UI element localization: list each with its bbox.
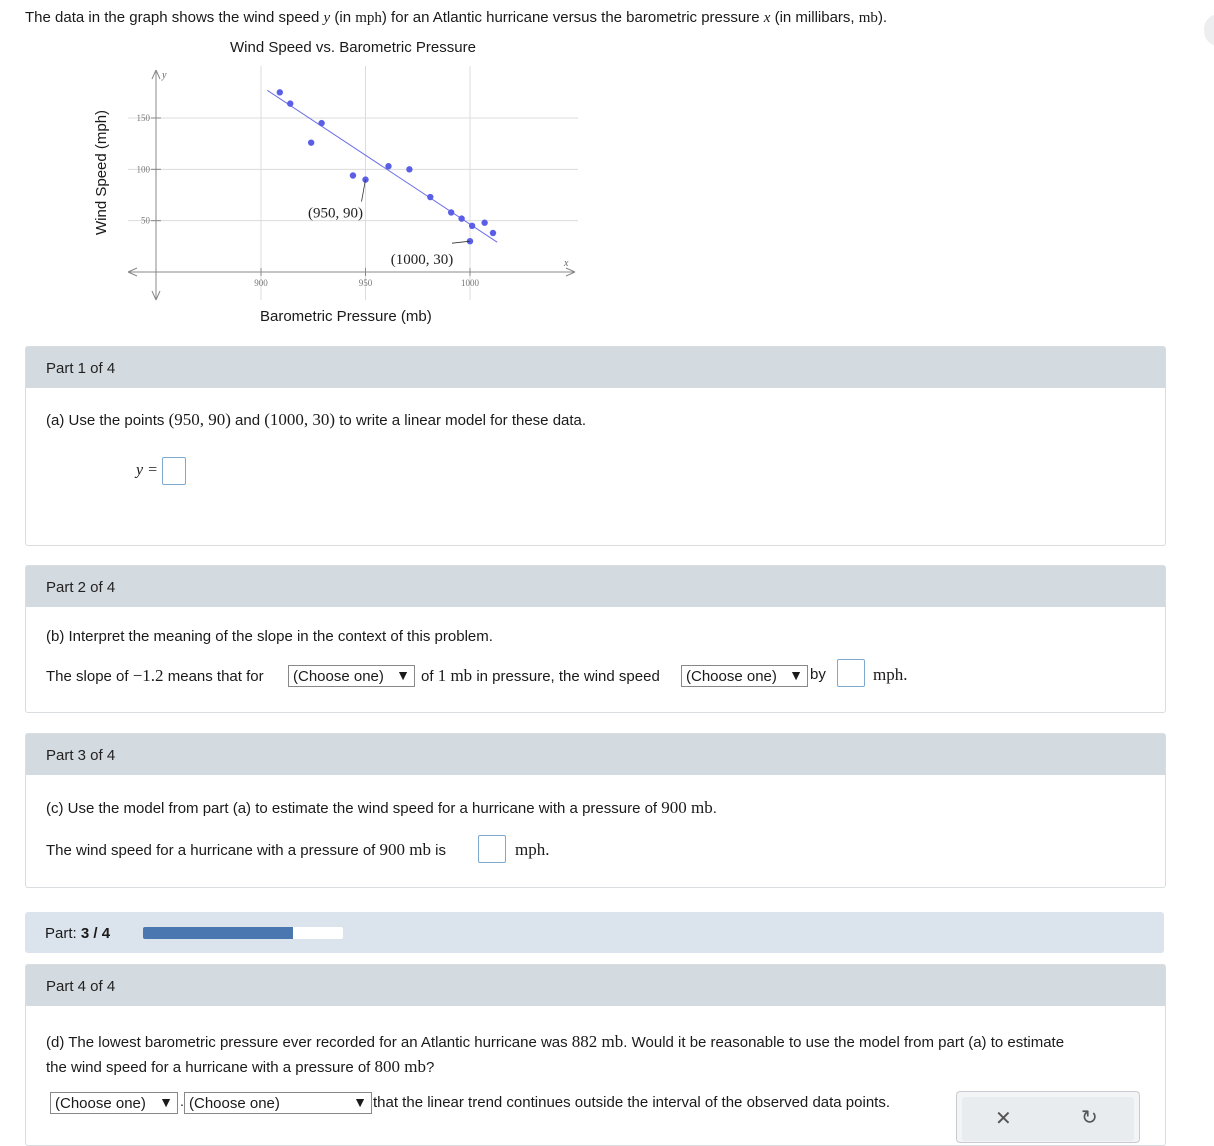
- one-mb: 1 mb: [437, 666, 473, 685]
- pressure-900: 900 mb: [661, 798, 713, 817]
- chart-x-label: Barometric Pressure (mb): [260, 308, 432, 325]
- q-text: (d) The lowest barometric pressure ever recorded for an Atlantic hurricane was: [46, 1034, 572, 1051]
- part1-header-label: Part 1 of 4: [46, 360, 116, 377]
- progress-value: 3 / 4: [80, 925, 111, 942]
- annotation-label: (1000, 30): [390, 252, 454, 269]
- data-point: [277, 89, 283, 95]
- data-point: [308, 139, 314, 145]
- pressure-900: 900 mb: [379, 840, 431, 859]
- data-point: [448, 209, 454, 215]
- chart-axes: [128, 70, 575, 300]
- reason-select[interactable]: [184, 1092, 372, 1114]
- data-point: [427, 194, 433, 200]
- part1-header: [26, 347, 1165, 388]
- annotations: [308, 180, 470, 269]
- progress-label: [45, 925, 110, 942]
- q-text: the wind speed for a hurricane with a pressure of: [46, 1059, 375, 1076]
- data-point: [406, 166, 412, 172]
- scatter-chart: [0, 0, 620, 340]
- y-tick-label: 100: [136, 164, 150, 175]
- progress-panel: [25, 912, 1164, 953]
- x-tick-label: 900: [254, 278, 268, 288]
- data-point: [481, 220, 487, 226]
- part3-header: [26, 734, 1165, 775]
- s-text: is: [431, 842, 446, 859]
- linear-model-input[interactable]: [162, 457, 186, 485]
- q-text: and: [230, 412, 265, 429]
- progress-label-text: Part:: [45, 925, 81, 942]
- var-y: y: [323, 10, 331, 26]
- action-toolbar-inner: [962, 1097, 1134, 1141]
- chart-y-label: Wind Speed (mph): [93, 109, 110, 235]
- part3-question: [46, 798, 717, 818]
- part4-header-label: Part 4 of 4: [46, 978, 116, 995]
- part2-panel: [25, 565, 1166, 713]
- dropdown-arrow-icon: ▼: [396, 667, 410, 683]
- x-tick-label: 950: [358, 278, 373, 288]
- close-icon[interactable]: ✕: [995, 1108, 1012, 1130]
- part2-unit: mph.: [873, 665, 908, 684]
- annotation-label: (950, 90): [308, 205, 363, 222]
- progress-fill: [143, 927, 293, 939]
- part3-unit: mph.: [515, 840, 550, 859]
- q-text: . Would it be reasonable to use the model from part (a) to estimate: [623, 1034, 1065, 1051]
- separator-dot: .: [180, 1093, 184, 1109]
- side-toggle[interactable]: [1204, 14, 1214, 46]
- intro-part: The data in the graph shows the wind speed: [25, 9, 324, 26]
- part4-sentence-end: that the linear trend continues outside the interval of the observed data points.: [373, 1094, 891, 1111]
- slope-direction-select[interactable]: [288, 665, 415, 687]
- slope-amount-input[interactable]: [837, 659, 865, 687]
- part1-question: [46, 410, 586, 430]
- q-text: .: [712, 800, 717, 817]
- pressure-882: 882 mb: [571, 1032, 624, 1051]
- part4-question: [46, 1030, 1156, 1080]
- data-point: [385, 163, 391, 169]
- intro-part: ) for an Atlantic hurricane versus the barometric pressure: [381, 9, 764, 26]
- y-axis-var: y: [162, 70, 167, 81]
- s-text: of: [421, 668, 438, 685]
- chart-title: Wind Speed vs. Barometric Pressure: [230, 39, 476, 56]
- wind-estimate-input[interactable]: [478, 835, 506, 863]
- part2-sentence-start: [46, 666, 264, 686]
- data-point: [318, 120, 324, 126]
- intro-part: ).: [877, 9, 888, 26]
- data-point: [458, 215, 464, 221]
- annotation-leader: [362, 180, 366, 202]
- progress-track: [143, 927, 343, 939]
- s-text: means that for: [163, 668, 264, 685]
- pressure-800: 800 mb: [374, 1057, 426, 1076]
- part4-panel: [25, 964, 1166, 1146]
- part1-panel: [25, 346, 1166, 546]
- action-toolbar: [956, 1091, 1140, 1143]
- select-label: (Choose one): [686, 668, 777, 685]
- data-point: [350, 172, 356, 178]
- intro-part: (in: [330, 9, 356, 26]
- select-label: (Choose one): [55, 1095, 146, 1112]
- slope-value: −1.2: [132, 666, 164, 685]
- select-label: (Choose one): [189, 1095, 280, 1112]
- y-tick-label: 150: [136, 113, 150, 123]
- intro-part: (in millibars,: [770, 9, 859, 26]
- dropdown-arrow-icon: ▼: [159, 1094, 173, 1110]
- eq-lhs: y =: [136, 461, 158, 479]
- data-point: [490, 230, 496, 236]
- s-text: The slope of: [46, 668, 133, 685]
- q-text: (c) Use the model from part (a) to estimate the wind speed for a hurricane with a pressure of: [46, 800, 662, 817]
- part2-header: [26, 566, 1165, 607]
- part2-sentence-mid: [421, 666, 660, 686]
- part2-header-label: Part 2 of 4: [46, 579, 116, 596]
- x-axis-var: x: [564, 258, 569, 269]
- part3-sentence: [46, 840, 446, 860]
- point-1000-30: (1000, 30): [264, 410, 336, 429]
- part3-header-label: Part 3 of 4: [46, 747, 116, 764]
- dropdown-arrow-icon: ▼: [353, 1094, 367, 1110]
- point-950-90: (950, 90): [168, 410, 231, 429]
- part4-header: [26, 965, 1165, 1006]
- var-x: x: [763, 10, 771, 26]
- dropdown-arrow-icon: ▼: [789, 667, 803, 683]
- data-point: [469, 223, 475, 229]
- q-text: to write a linear model for these data.: [335, 412, 587, 429]
- select-label: (Choose one): [293, 668, 384, 685]
- s-text: The wind speed for a hurricane with a pressure of: [46, 842, 380, 859]
- equation: [136, 457, 186, 485]
- x-tick-label: 1000: [461, 278, 479, 288]
- q-text: ?: [426, 1059, 435, 1076]
- wind-change-select[interactable]: [681, 665, 808, 687]
- undo-icon[interactable]: ↻: [1081, 1107, 1098, 1129]
- part3-panel: [25, 733, 1166, 888]
- reasonable-select[interactable]: [50, 1092, 178, 1114]
- unit-mb: mb: [858, 10, 878, 26]
- unit-mph: mph: [355, 10, 382, 26]
- part2-by: by: [810, 666, 826, 683]
- chart-grid: [128, 66, 578, 300]
- s-text: in pressure, the wind speed: [472, 668, 660, 685]
- q-text: (a) Use the points: [46, 412, 169, 429]
- part2-question: (b) Interpret the meaning of the slope in the context of this problem.: [46, 628, 493, 645]
- data-point: [287, 100, 293, 106]
- y-tick-label: 50: [141, 215, 150, 226]
